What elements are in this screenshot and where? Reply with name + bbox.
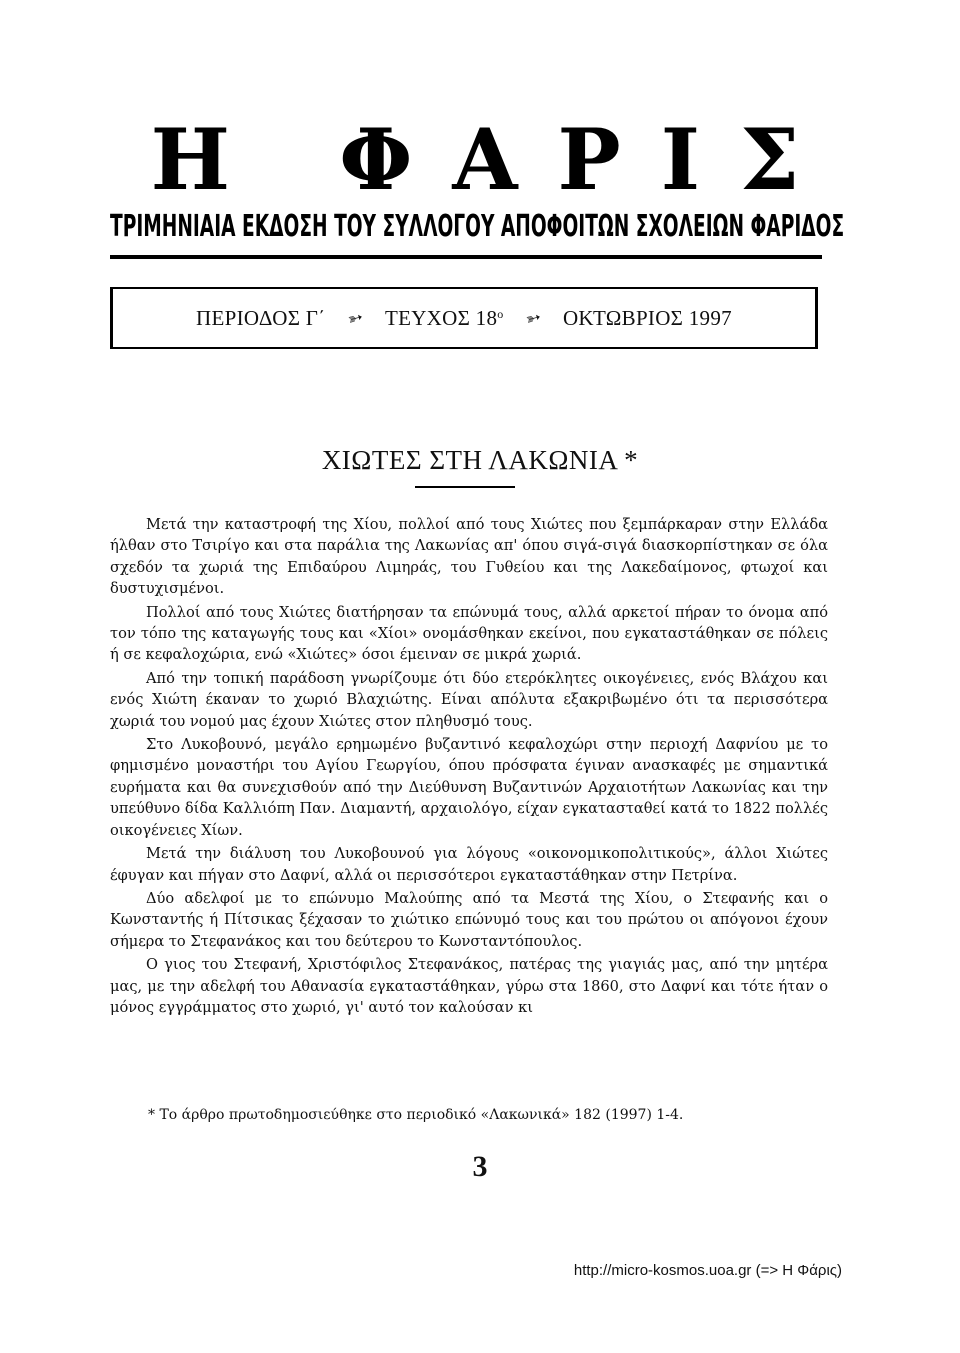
paragraph: Πολλοί από τους Χιώτες διατήρησαν τα επώνυμά τους, αλλά αρκετοί πήραν το όνομα από τον τόπο της καταγωγής τους και «Χίοι» ονομάσθηκαν εκείνοι, που εγκαταστάθηκαν σε πόλεις ή σε κεφαλοχώρια, ενώ «Χιώτες» όσοι έμειναν σε μικρά χωριά. [110,603,828,664]
paragraph: Δύο αδελφοί με το επώνυμο Μαλούπης από τα Μεστά της Χίου, ο Στεφανής και ο Κωνσταντής ή Πίτσικας ξέχασαν το χιώτικο επώνυμό τους και του πρώτου οι απόγονοι έχουν σήμερα το Στεφανάκος και του δεύτερου το Κωνσταντόπουλος. [110,889,828,950]
issue-period: ΠΕΡΙΟΔΟΣ Γ΄ [196,305,326,330]
masthead-subtitle: ΤΡΙΜΗΝΙΑΙΑ ΕΚΔΟΣΗ ΤΟΥ ΣΥΛΛΟΓΟΥ ΑΠΟΦΟΙΤΩΝ ΣΧΟΛΕΙΩΝ ΦΑΡΙΔΟΣ [110,209,845,244]
title-divider [415,486,515,488]
issue-date: ΟΚΤΩΒΡΙΟΣ 1997 [562,305,732,330]
page-number: 3 [472,1150,488,1183]
source-url: http://micro-kosmos.uoa.gr (=> Η Φάρις) [573,1262,842,1279]
article-title: ΧΙΩΤΕΣ ΣΤΗ ΛΑΚΩΝΙΑ * [321,445,639,475]
paragraph: Μετά την καταστροφή της Χίου, πολλοί από τους Χιώτες που ξεμπάρκαραν στην Ελλάδα ήλθαν στο Τσιρίγο και στα παράλια της Λακωνίας απ' όπου σιγά-σιγά διασκορπίστηκαν σε όλα σχεδόν τα χωριά της Επιδαύρου Λιμηράς, του Γυθείου και της Λακεδαίμονος, φτωχοί και δυστυχισμένοι. [110,516,828,598]
issue-number: ΤΕΥΧΟΣ $18^o$ [384,305,504,330]
separator-arrow-icon: ➳ [523,305,544,330]
footnote: * Το άρθρο πρωτοδημοσιεύθηκε στο περιοδικό «Λακωνικά» 182 (1997) 1-4. [148,1107,684,1123]
paragraph: Στο Λυκοβουνό, μεγάλο ερημωμένο βυζαντινό κεφαλοχώρι στην περιοχή Δαφνίου με το φημισμένο μοναστήρι του Αγίου Γεωργίου, όπου πρόσφατα έγιναν ανασκαφές με σημαντικά ευρήματα και θα συνεχισθούν από την Διεύθυνση Βυζαντινών Αρχαιοτήτων Λακωνίας και την υπεύθυνο δίδα Καλλιόπη Παν. Διαμαντή, αρχαιολόγο, είχαν εγκατασταθεί κατά το 1822 πολλές οικογένειες Χίων. [110,736,828,839]
paragraph: Από την τοπική παράδοση γνωρίζουμε ότι δύο ετερόκλητες οικογένειες, ενός Βλάχου και ενός Χιώτη έκαναν το χωριό Βλαχιώτης. Είναι απόλυτα εξακριβωμένο ότι τα περισσότερα χωριά του νομού μας έχουν Χιώτες στον πληθυσμό τους. [110,669,828,730]
issue-info-box [110,287,818,349]
masthead-title: Η ΦΑΡΙΣ [150,110,840,209]
masthead-divider [110,255,822,259]
article-body [110,514,828,1018]
separator-arrow-icon: ➳ [345,305,366,330]
paragraph: Μετά την διάλυση του Λυκοβουνού για λόγους «οικονομικοπολιτικούς», άλλοι Χιώτες έφυγαν και πήγαν στο Δαφνί, αλλά οι περισσότεροι εγκαταστάθηκαν στην Πετρίνα. [110,845,828,884]
paragraph: Ο γιος του Στεφανή, Χριστόφιλος Στεφανάκος, πατέρας της γιαγιάς μας, από την μητέρα μας, με την αδελφή του Αθανασία εγκαταστάθηκαν, γύρω στα 1860, στο Δαφνί και τότε ήταν ο μόνος εγγράμματος στο χωριό, γι' αυτό τον καλούσαν κι [110,956,828,1016]
